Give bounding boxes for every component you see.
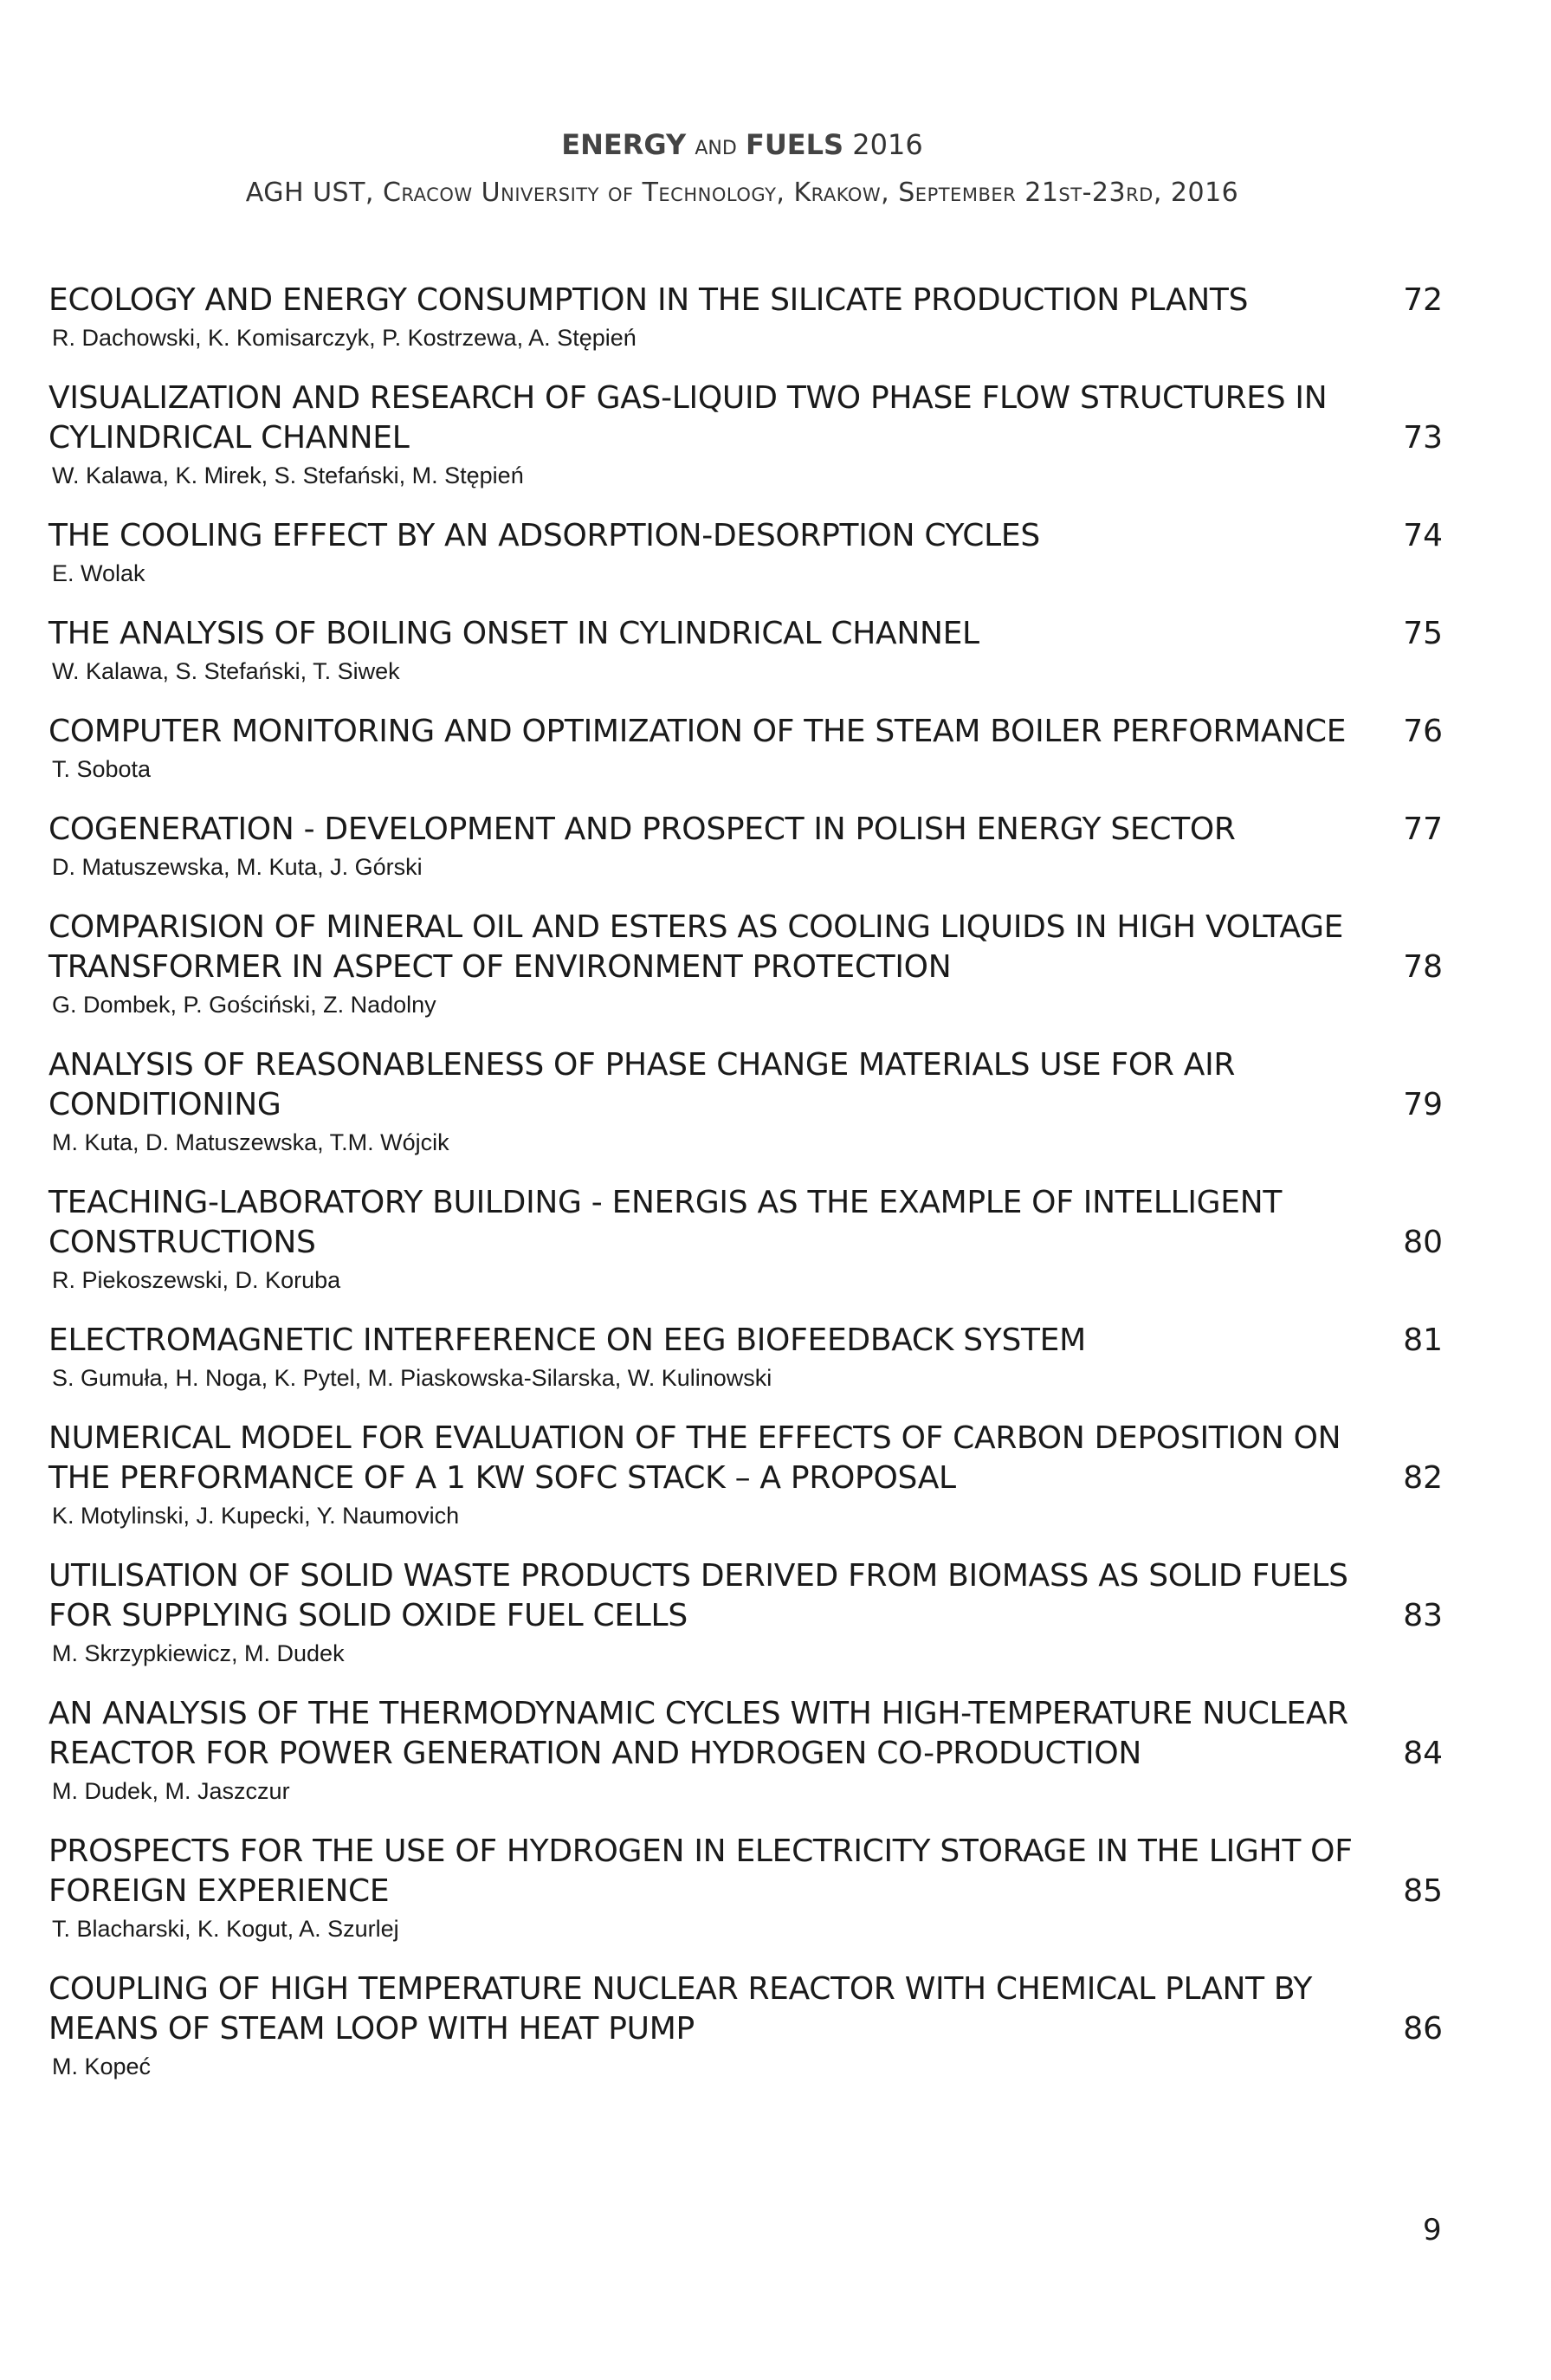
toc-entry-title: ANALYSIS OF REASONABLENESS OF PHASE CHANGE MATERIALS USE FOR AIR CONDITIONING xyxy=(48,1047,1236,1122)
toc-entry xyxy=(48,1183,1443,1297)
toc-entry xyxy=(48,281,1443,355)
toc-entry xyxy=(48,1321,1443,1395)
toc-entry-page: 86 xyxy=(1403,2011,1443,2047)
toc-entry-authors: M. Skrzypkiewicz, M. Dudek xyxy=(52,1640,345,1666)
toc-entry-row xyxy=(48,1969,1443,2049)
toc-entry-page: 82 xyxy=(1403,1460,1443,1496)
toc-entry-page: 83 xyxy=(1403,1598,1443,1633)
toc-entry-row xyxy=(48,281,1443,320)
conference-title-energy: ENERGY xyxy=(561,128,687,161)
toc-entry-page: 81 xyxy=(1403,1323,1443,1358)
toc-entry-authors: M. Kopeć xyxy=(52,2053,152,2079)
conference-title-fuels: FUELS xyxy=(745,128,844,161)
toc-entry-row xyxy=(48,378,1443,458)
toc-entry-row xyxy=(48,614,1443,654)
conference-subtitle: AGH UST, Cracow University of Technology, Krakow, September 21st-23rd, 2016 xyxy=(245,178,1239,208)
toc-entry-authors: W. Kalawa, S. Stefański, T. Siwek xyxy=(52,658,400,684)
toc-entry-title: COUPLING OF HIGH TEMPERATURE NUCLEAR REACTOR WITH CHEMICAL PLANT BY MEANS OF STEAM LOOP WITH HEAT PUMP xyxy=(48,1971,1313,2047)
toc-entry-title: THE ANALYSIS OF BOILING ONSET IN CYLINDRICAL CHANNEL xyxy=(48,616,979,651)
conference-title xyxy=(0,128,1484,161)
toc-entry-row xyxy=(48,810,1443,850)
toc-entry xyxy=(48,810,1443,884)
toc-entry-page: 73 xyxy=(1403,420,1443,456)
toc-entry xyxy=(48,1556,1443,1671)
toc-entry-title: ELECTROMAGNETIC INTERFERENCE ON EEG BIOFEEDBACK SYSTEM xyxy=(48,1323,1086,1358)
toc-entry-page: 84 xyxy=(1403,1736,1443,1771)
toc-entry-row xyxy=(48,712,1443,752)
toc-entry xyxy=(48,516,1443,591)
toc-entry-page: 75 xyxy=(1403,616,1443,651)
toc-entry xyxy=(48,378,1443,493)
toc-entry-authors: W. Kalawa, K. Mirek, S. Stefański, M. Stępień xyxy=(52,462,524,488)
page-number: 9 xyxy=(1423,2213,1442,2247)
toc-entry-row xyxy=(48,1183,1443,1263)
toc-entry-title: TEACHING-LABORATORY BUILDING - ENERGIS AS THE EXAMPLE OF INTELLIGENT CONSTRUCTIONS xyxy=(48,1185,1283,1260)
toc-entry-row xyxy=(48,1556,1443,1636)
toc-entry xyxy=(48,1694,1443,1808)
toc-entry-title: VISUALIZATION AND RESEARCH OF GAS-LIQUID TWO PHASE FLOW STRUCTURES IN CYLINDRICAL CHANNEL xyxy=(48,380,1328,456)
toc-entry-page: 77 xyxy=(1403,812,1443,847)
toc-entry-page: 76 xyxy=(1403,714,1443,749)
toc-entry-authors: M. Dudek, M. Jaszczur xyxy=(52,1778,290,1804)
toc-entry-authors: R. Piekoszewski, D. Koruba xyxy=(52,1267,341,1293)
toc-entry-title: PROSPECTS FOR THE USE OF HYDROGEN IN ELECTRICITY STORAGE IN THE LIGHT OF FOREIGN EXPERIENCE xyxy=(48,1834,1353,1909)
toc-entry-title: COMPARISION OF MINERAL OIL AND ESTERS AS COOLING LIQUIDS IN HIGH VOLTAGE TRANSFORMER IN ASPECT OF ENVIRONMENT PROTECTION xyxy=(48,909,1344,985)
toc-entry-page: 72 xyxy=(1403,282,1443,318)
toc-entry-page: 74 xyxy=(1403,518,1443,553)
toc-entry-authors: D. Matuszewska, M. Kuta, J. Górski xyxy=(52,854,423,880)
toc-entry-title: THE COOLING EFFECT BY AN ADSORPTION-DESORPTION CYCLES xyxy=(48,518,1040,553)
toc-entry-title: UTILISATION OF SOLID WASTE PRODUCTS DERIVED FROM BIOMASS AS SOLID FUELS FOR SUPPLYING SOLID OXIDE FUEL CELLS xyxy=(48,1558,1348,1633)
toc-entry xyxy=(48,614,1443,689)
toc-entry-row xyxy=(48,908,1443,987)
toc-entry-authors: S. Gumuła, H. Noga, K. Pytel, M. Piaskowska-Silarska, W. Kulinowski xyxy=(52,1365,772,1391)
conference-year: 2016 xyxy=(852,128,923,161)
toc-entry-row xyxy=(48,516,1443,556)
toc-entry-page: 85 xyxy=(1403,1873,1443,1909)
toc-entry-page: 79 xyxy=(1403,1087,1443,1122)
toc-entry xyxy=(48,1969,1443,2084)
toc-entry-authors: T. Sobota xyxy=(52,756,152,782)
toc-entry xyxy=(48,908,1443,1022)
toc-entry-page: 80 xyxy=(1403,1225,1443,1260)
toc-entry xyxy=(48,1419,1443,1533)
toc-entry-title: ECOLOGY AND ENERGY CONSUMPTION IN THE SILICATE PRODUCTION PLANTS xyxy=(48,282,1249,318)
toc-entry-row xyxy=(48,1045,1443,1125)
toc-entry-authors: M. Kuta, D. Matuszewska, T.M. Wójcik xyxy=(52,1129,449,1155)
toc-entry-title: COMPUTER MONITORING AND OPTIMIZATION OF THE STEAM BOILER PERFORMANCE xyxy=(48,714,1347,749)
toc-entry-title: NUMERICAL MODEL FOR EVALUATION OF THE EFFECTS OF CARBON DEPOSITION ON THE PERFORMANCE OF A 1 KW SOFC STACK – A PROPOSAL xyxy=(48,1420,1341,1496)
toc-entry-authors: K. Motylinski, J. Kupecki, Y. Naumovich xyxy=(52,1503,460,1529)
toc-entry-title: COGENERATION - DEVELOPMENT AND PROSPECT IN POLISH ENERGY SECTOR xyxy=(48,812,1236,847)
toc-entry xyxy=(48,1832,1443,1946)
toc-entry-authors: G. Dombek, P. Gościński, Z. Nadolny xyxy=(52,992,436,1018)
toc-entry xyxy=(48,1045,1443,1160)
toc-entry-authors: E. Wolak xyxy=(52,560,145,586)
toc-entry-row xyxy=(48,1419,1443,1498)
toc-entry-authors: R. Dachowski, K. Komisarczyk, P. Kostrzewa, A. Stępień xyxy=(52,325,637,351)
toc-entry-page: 78 xyxy=(1403,949,1443,985)
table-of-contents xyxy=(48,281,1443,2107)
toc-entry-row xyxy=(48,1694,1443,1774)
conference-title-and: AND xyxy=(695,138,737,159)
toc-entry-authors: T. Blacharski, K. Kogut, A. Szurlej xyxy=(52,1916,399,1942)
toc-entry-title: AN ANALYSIS OF THE THERMODYNAMIC CYCLES WITH HIGH-TEMPERATURE NUCLEAR REACTOR FOR POWER GENERATION AND HYDROGEN CO-PRODUCTION xyxy=(48,1696,1348,1771)
toc-entry-row xyxy=(48,1321,1443,1361)
toc-entry-row xyxy=(48,1832,1443,1911)
toc-entry xyxy=(48,712,1443,786)
